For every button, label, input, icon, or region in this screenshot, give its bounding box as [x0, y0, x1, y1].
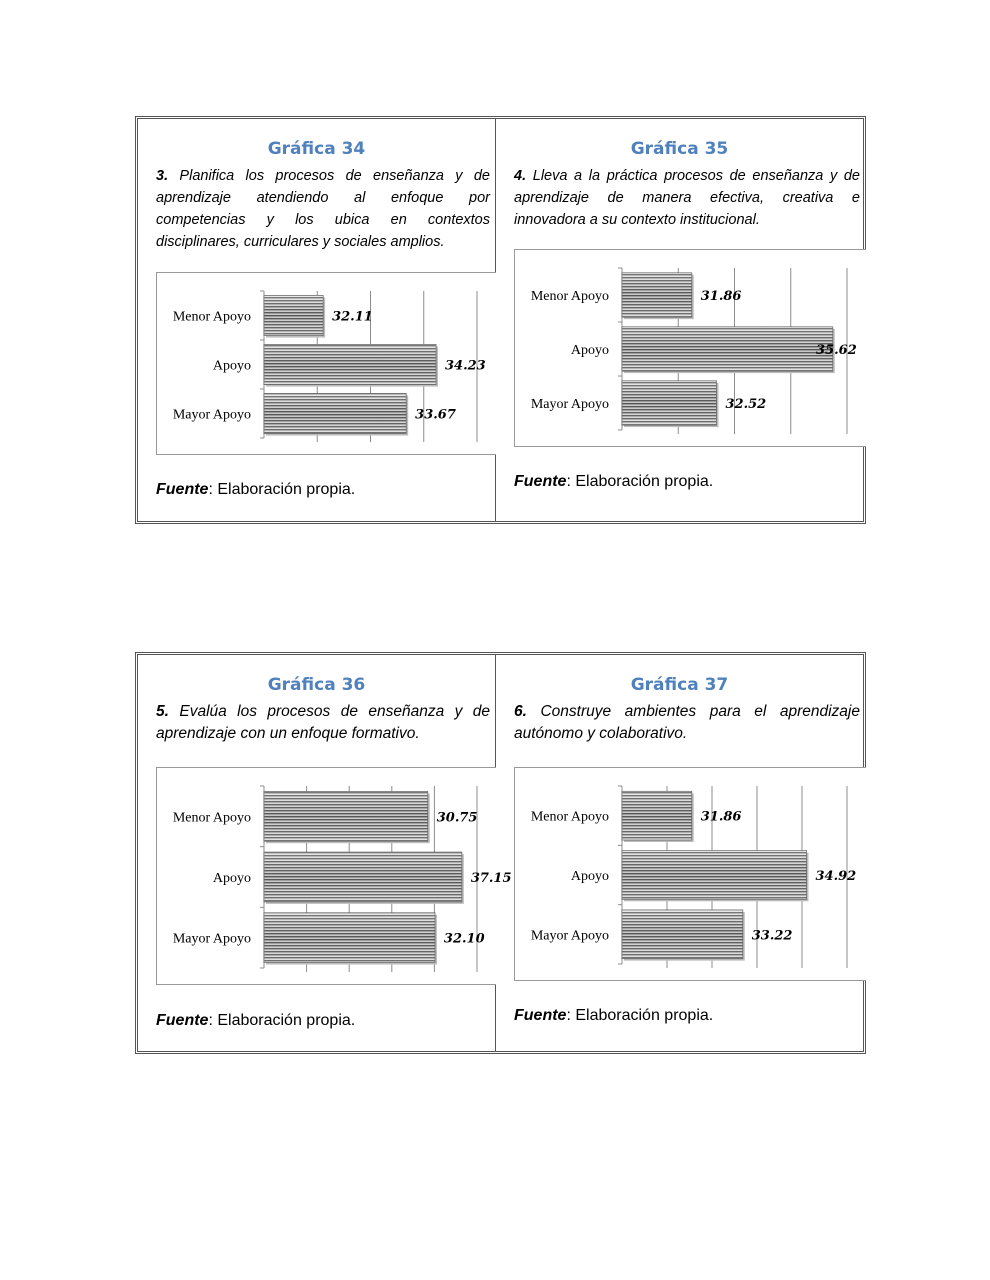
- data-label: 34.23: [444, 358, 486, 374]
- bar-gloss: [264, 295, 323, 335]
- source-label: Fuente: [156, 481, 209, 498]
- chart-description: [156, 165, 490, 253]
- source-note: [514, 1007, 713, 1025]
- category-label: Menor Apoyo: [530, 809, 609, 825]
- category-label: Apoyo: [570, 343, 609, 358]
- bar-gloss: [264, 344, 436, 384]
- category-label: Menor Apoyo: [530, 289, 609, 304]
- bar-gloss: [622, 327, 833, 371]
- bar-gloss: [264, 791, 428, 841]
- bar-gloss: [264, 393, 406, 433]
- bar-chart: [514, 767, 866, 981]
- bar-chart-svg: [157, 273, 497, 456]
- data-label: 33.67: [415, 407, 456, 423]
- bar-gloss: [622, 791, 692, 840]
- item-number: 3.: [156, 168, 169, 184]
- data-label: 34.92: [815, 869, 857, 884]
- bar-chart-svg: [515, 250, 867, 448]
- data-label: 32.11: [332, 309, 373, 325]
- source-label: Fuente: [514, 473, 567, 490]
- chart-title: Gráfica 37: [630, 675, 729, 695]
- chart-description: [156, 701, 490, 745]
- charts-table-bottom: [135, 652, 866, 1054]
- panel-grafica-37: [496, 655, 863, 1051]
- bar-chart: [514, 249, 866, 447]
- category-label: Menor Apoyo: [172, 810, 251, 826]
- source-label: Fuente: [156, 1012, 209, 1029]
- chart-title: Gráfica 36: [267, 675, 366, 695]
- category-label: Mayor Apoyo: [172, 931, 251, 947]
- charts-table-top: [135, 116, 866, 524]
- bar-chart: [156, 272, 496, 455]
- bar-chart-svg: [515, 768, 867, 982]
- category-label: Menor Apoyo: [172, 309, 251, 325]
- data-label: 32.52: [725, 397, 767, 412]
- bar-chart-svg: [157, 768, 512, 986]
- panel-grafica-36: [138, 655, 512, 1051]
- item-number: 4.: [514, 168, 527, 184]
- description-text: Planifica los procesos de enseñanza y de aprendizaje atendiendo al enfoque por competencias y los ubica en contextos disciplinares, curriculares y sociales amplios.: [156, 168, 490, 250]
- source-text: : Elaboración propia.: [208, 1012, 356, 1029]
- data-label: 31.86: [700, 809, 742, 825]
- chart-description: [514, 165, 860, 231]
- item-number: 6.: [514, 703, 527, 720]
- bar-gloss: [622, 381, 717, 425]
- category-label: Apoyo: [570, 869, 609, 884]
- data-label: 31.86: [700, 289, 742, 304]
- data-label: 32.10: [443, 931, 485, 947]
- data-label: 33.22: [751, 928, 793, 944]
- source-label: Fuente: [514, 1007, 567, 1024]
- source-text: : Elaboración propia.: [208, 481, 356, 498]
- data-label: 37.15: [470, 871, 512, 886]
- item-number: 5.: [156, 703, 169, 720]
- bar-gloss: [622, 910, 743, 959]
- source-note: [156, 1012, 355, 1030]
- chart-title: Gráfica 35: [630, 139, 729, 159]
- category-label: Mayor Apoyo: [530, 397, 609, 412]
- source-note: [514, 473, 713, 491]
- chart-title: Gráfica 34: [267, 139, 366, 159]
- category-label: Mayor Apoyo: [530, 928, 609, 944]
- source-text: : Elaboración propia.: [566, 1007, 714, 1024]
- chart-description: [514, 701, 860, 745]
- data-label: 30.75: [436, 810, 478, 826]
- bar-gloss: [622, 851, 807, 900]
- source-text: : Elaboración propia.: [566, 473, 714, 490]
- bar-gloss: [264, 913, 435, 963]
- bar-gloss: [622, 273, 692, 317]
- bar-gloss: [264, 852, 462, 902]
- category-label: Apoyo: [212, 358, 251, 374]
- description-text: Lleva a la práctica procesos de enseñanza y de aprendizaje de manera efectiva, creativa e innovadora a su contexto institucional.: [514, 168, 860, 228]
- category-label: Apoyo: [212, 871, 251, 886]
- panel-grafica-35: [496, 119, 863, 521]
- description-text: Evalúa los procesos de enseñanza y de aprendizaje con un enfoque formativo.: [156, 703, 491, 742]
- bar-chart: [156, 767, 512, 985]
- data-label: 35.62: [816, 343, 857, 358]
- panel-grafica-34: [138, 119, 496, 521]
- source-note: [156, 481, 355, 499]
- category-label: Mayor Apoyo: [172, 407, 251, 423]
- description-text: Construye ambientes para el aprendizaje autónomo y colaborativo.: [514, 703, 860, 742]
